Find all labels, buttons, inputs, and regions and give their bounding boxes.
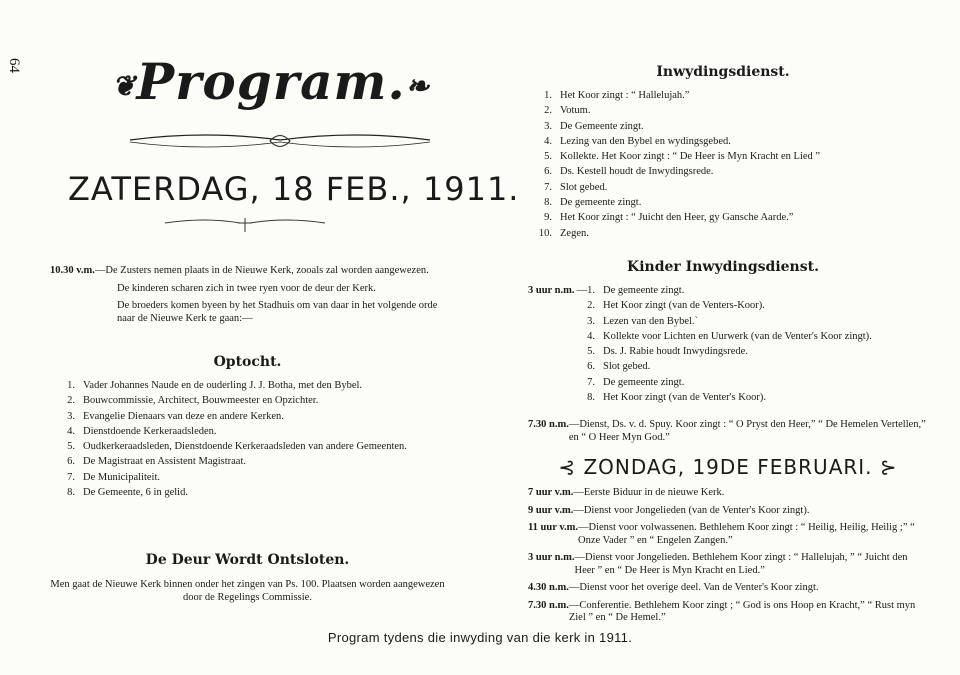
title-divider <box>125 128 435 154</box>
kinder-item-text: Het Koor zingt (van de Venters-Koor). <box>603 300 765 312</box>
kinder-item <box>575 344 940 359</box>
kinder-heading: Kinder Inwydingsdienst. <box>627 259 819 275</box>
optocht-item-text: Vader Johannes Naude en de ouderling J. J. Botha, met den Bybel. <box>83 380 363 391</box>
inwyding-item-number: 2. <box>544 105 552 117</box>
inwyding-item-text: Het Koor zingt : “ Juicht den Heer, gy Gansche Aarde.” <box>560 212 794 224</box>
caption: Program tydens die inwyding van die kerk in 1911. <box>327 630 633 645</box>
inwyding-item-text: De gemeente zingt. <box>560 197 642 209</box>
intro-text: —De Zusters nemen plaats in de Nieuwe Kerk, zooals zal worden aangewezen. <box>94 265 429 276</box>
kinder-item-number: 3. <box>587 315 595 327</box>
deur-heading: De Deur Wordt Ontsloten. <box>145 552 350 568</box>
intro-time: 10.30 v.m. <box>50 265 95 276</box>
sunday-flourish-left-icon: ⊰ <box>558 455 584 479</box>
kinder-item-text: Ds. J. Rabie houdt Inwydingsrede. <box>603 346 748 358</box>
sunday-flourish-right-icon: ⊱ <box>872 455 898 479</box>
inwyding-item <box>532 103 927 118</box>
inwyding-item <box>532 164 927 179</box>
optocht-item-number: 4. <box>67 425 75 437</box>
inwyding-item <box>532 134 927 149</box>
optocht-item-text: De Magistraat en Assistent Magistraat. <box>83 456 247 468</box>
optocht-item-text: Oudkerkeraadsleden, Dienstdoende Kerkeraadsleden van andere Gemeenten. <box>83 441 407 453</box>
inwyding-item-number: 5. <box>544 151 552 163</box>
optocht-item-number: 8. <box>67 487 75 499</box>
kinder-item <box>575 329 940 344</box>
flourish-right-icon: ❧ <box>405 69 431 103</box>
sunday-service-text: —Conferentie. Bethlehem Koor zingt ; “ God is ons Hoop en Kracht,” “ Rust myn Ziel ” en “ De Hemel.” <box>568 599 916 623</box>
kinder-item-number: 2. <box>587 300 595 312</box>
inwyding-item <box>532 195 927 210</box>
inwyding-list <box>532 88 927 241</box>
sunday-service-time: 4.30 n.m. <box>528 582 569 593</box>
inwyding-item-text: Het Koor zingt : “ Hallelujah.” <box>560 90 690 101</box>
inwyding-item-number: 4. <box>544 135 552 147</box>
sunday-service <box>528 522 928 547</box>
inwyding-item <box>532 88 927 103</box>
kinder-item-number: 7. <box>587 376 595 388</box>
optocht-item-number: 7. <box>67 471 75 483</box>
inwyding-item-number: 8. <box>544 197 552 209</box>
inwyding-item-number: 7. <box>544 181 552 193</box>
kinder-item-text: De gemeente zingt. <box>603 376 685 388</box>
sunday-service <box>528 600 928 625</box>
optocht-item-number: 1. <box>67 380 75 391</box>
sunday-service-time: 3 uur n.m. <box>528 552 575 563</box>
date-divider <box>160 214 330 236</box>
deur-text: Men gaat de Nieuwe Kerk binnen onder het zingen van Ps. 100. Plaatsen worden aangewezen door de Regelings Commissie. <box>50 579 445 603</box>
kinder-item-number: 4. <box>587 330 595 342</box>
kinder-item-text: Lezen van den Bybel.` <box>603 315 699 327</box>
optocht-item <box>55 409 445 424</box>
sunday-service-time: 7.30 n.m. <box>528 599 569 611</box>
inwyding-item-number: 3. <box>544 120 552 132</box>
sunday-service-text: —Dienst voor Jongelieden (van de Venter's Koor zingt). <box>573 504 810 516</box>
kinder-item <box>575 375 940 390</box>
sunday-schedule <box>528 487 928 630</box>
evening-service <box>528 419 928 449</box>
sunday-service-time: 7 uur v.m. <box>528 487 574 498</box>
kinder-item <box>575 298 940 313</box>
kinder-item <box>575 283 940 298</box>
sunday-service-text: —Dienst voor Jongelieden. Bethlehem Koor zingt : “ Hallelujah, ” “ Juicht den Heer ” en “ De Heer is Myn Kracht en Lied.” <box>574 552 908 576</box>
inwyding-item-text: Lezing van den Bybel en wydingsgebed. <box>560 135 731 147</box>
optocht-item-text: Bouwcommissie, Architect, Bouwmeester en Opzichter. <box>83 395 319 407</box>
kinder-item-number: 5. <box>587 346 595 358</box>
sunday-service-time: 9 uur v.m. <box>528 504 574 516</box>
sunday-service-text: —Dienst voor het overige deel. Van de Venter's Koor zingt. <box>568 582 819 593</box>
optocht-item-number: 5. <box>67 441 75 453</box>
inwyding-item <box>532 210 927 225</box>
optocht-item <box>55 485 445 500</box>
inwyding-item-text: De Gemeente zingt. <box>560 120 644 132</box>
optocht-item <box>55 454 445 469</box>
kinder-item-text: De gemeente zingt. <box>603 285 685 296</box>
kinder-item-text: Slot gebed. <box>603 361 651 373</box>
optocht-item-text: De Municipaliteit. <box>83 471 160 483</box>
optocht-item <box>55 439 445 454</box>
inwyding-item <box>532 226 927 241</box>
flourish-left-icon: ❦ <box>112 69 137 103</box>
sunday-service-text: —Dienst voor volwassenen. Bethlehem Koor zingt : “ Heilig, Heilig, Heilig ;” “ Onze Vader ” en “ Engelen Zangen.” <box>578 522 915 546</box>
optocht-item-number: 3. <box>67 410 75 422</box>
kinder-time: 3 uur n.m. <box>528 285 575 296</box>
inwyding-item-number: 1. <box>544 90 552 101</box>
title-text: Program. <box>136 52 406 111</box>
sunday-service <box>528 505 928 518</box>
kinder-item-text: Kollekte voor Lichten en Uurwerk (van de Venter's Koor zingt). <box>603 330 872 342</box>
kinder-item-number: 6. <box>587 361 595 373</box>
optocht-item-number: 2. <box>67 395 75 407</box>
kinder-list <box>575 283 940 405</box>
sunday-service <box>528 487 928 500</box>
sunday-service <box>528 582 928 595</box>
inwyding-item-number: 6. <box>544 166 552 178</box>
event-date: ZATERDAG, 18 FEB., 1911. <box>68 170 520 208</box>
sunday-service-time: 11 uur v.m. <box>528 522 578 533</box>
kinder-item <box>575 359 940 374</box>
kinder-item-text: Het Koor zingt (van de Venter's Koor). <box>603 392 766 404</box>
optocht-heading: Optocht. <box>213 354 282 370</box>
inwyding-heading: Inwydingsdienst. <box>656 64 790 80</box>
kinder-item-number: —1. <box>576 285 595 296</box>
sunday-heading-text: ZONDAG, 19DE FEBRUARI. <box>583 455 873 479</box>
inwyding-item-number: 10. <box>538 227 552 239</box>
evening-text: —Dienst, Ds. v. d. Spuy. Koor zingt : “ O Pryst den Heer,” “ De Hemelen Vertellen,” en “ O Heer Myn God.” <box>568 419 926 443</box>
sunday-service-text: —Eerste Biduur in de nieuwe Kerk. <box>573 487 725 498</box>
intro-paragraph-3: De broeders komen byeen by het Stadhuis om van daar in het volgende orde naar de Nieuwe Kerk te gaan:— <box>117 299 438 324</box>
inwyding-item-text: Ds. Kestell houdt de Inwydingsrede. <box>560 166 714 178</box>
inwyding-item <box>532 149 927 164</box>
inwyding-item-text: Slot gebed. <box>560 181 608 193</box>
kinder-item <box>575 390 940 405</box>
inwyding-item-number: 9. <box>544 212 552 224</box>
program-title <box>112 52 430 111</box>
optocht-item-number: 6. <box>67 456 75 468</box>
optocht-item <box>55 393 445 408</box>
evening-time: 7.30 n.m. <box>528 419 569 430</box>
inwyding-item-text: Votum. <box>560 105 591 117</box>
optocht-item <box>55 470 445 485</box>
page-number: 64 <box>6 58 22 73</box>
inwyding-item-text: Kollekte. Het Koor zingt : “ De Heer is Myn Kracht en Lied ” <box>560 151 821 163</box>
kinder-item-number: 8. <box>587 392 595 404</box>
inwyding-item <box>532 180 927 195</box>
optocht-item-text: Evangelie Dienaars van deze en andere Kerken. <box>83 410 284 422</box>
optocht-list <box>55 378 445 500</box>
sunday-heading <box>528 455 928 479</box>
inwyding-item <box>532 119 927 134</box>
kinder-item <box>575 314 940 329</box>
optocht-item <box>55 378 445 393</box>
optocht-item-text: Dienstdoende Kerkeraadsleden. <box>83 425 217 437</box>
intro-paragraph-2: De kinderen scharen zich in twee ryen voor de deur der Kerk. <box>117 282 376 294</box>
optocht-item-text: De Gemeente, 6 in gelid. <box>83 487 188 499</box>
optocht-item <box>55 424 445 439</box>
intro-block <box>50 265 445 325</box>
inwyding-item-text: Zegen. <box>560 227 589 239</box>
sunday-service <box>528 552 928 577</box>
